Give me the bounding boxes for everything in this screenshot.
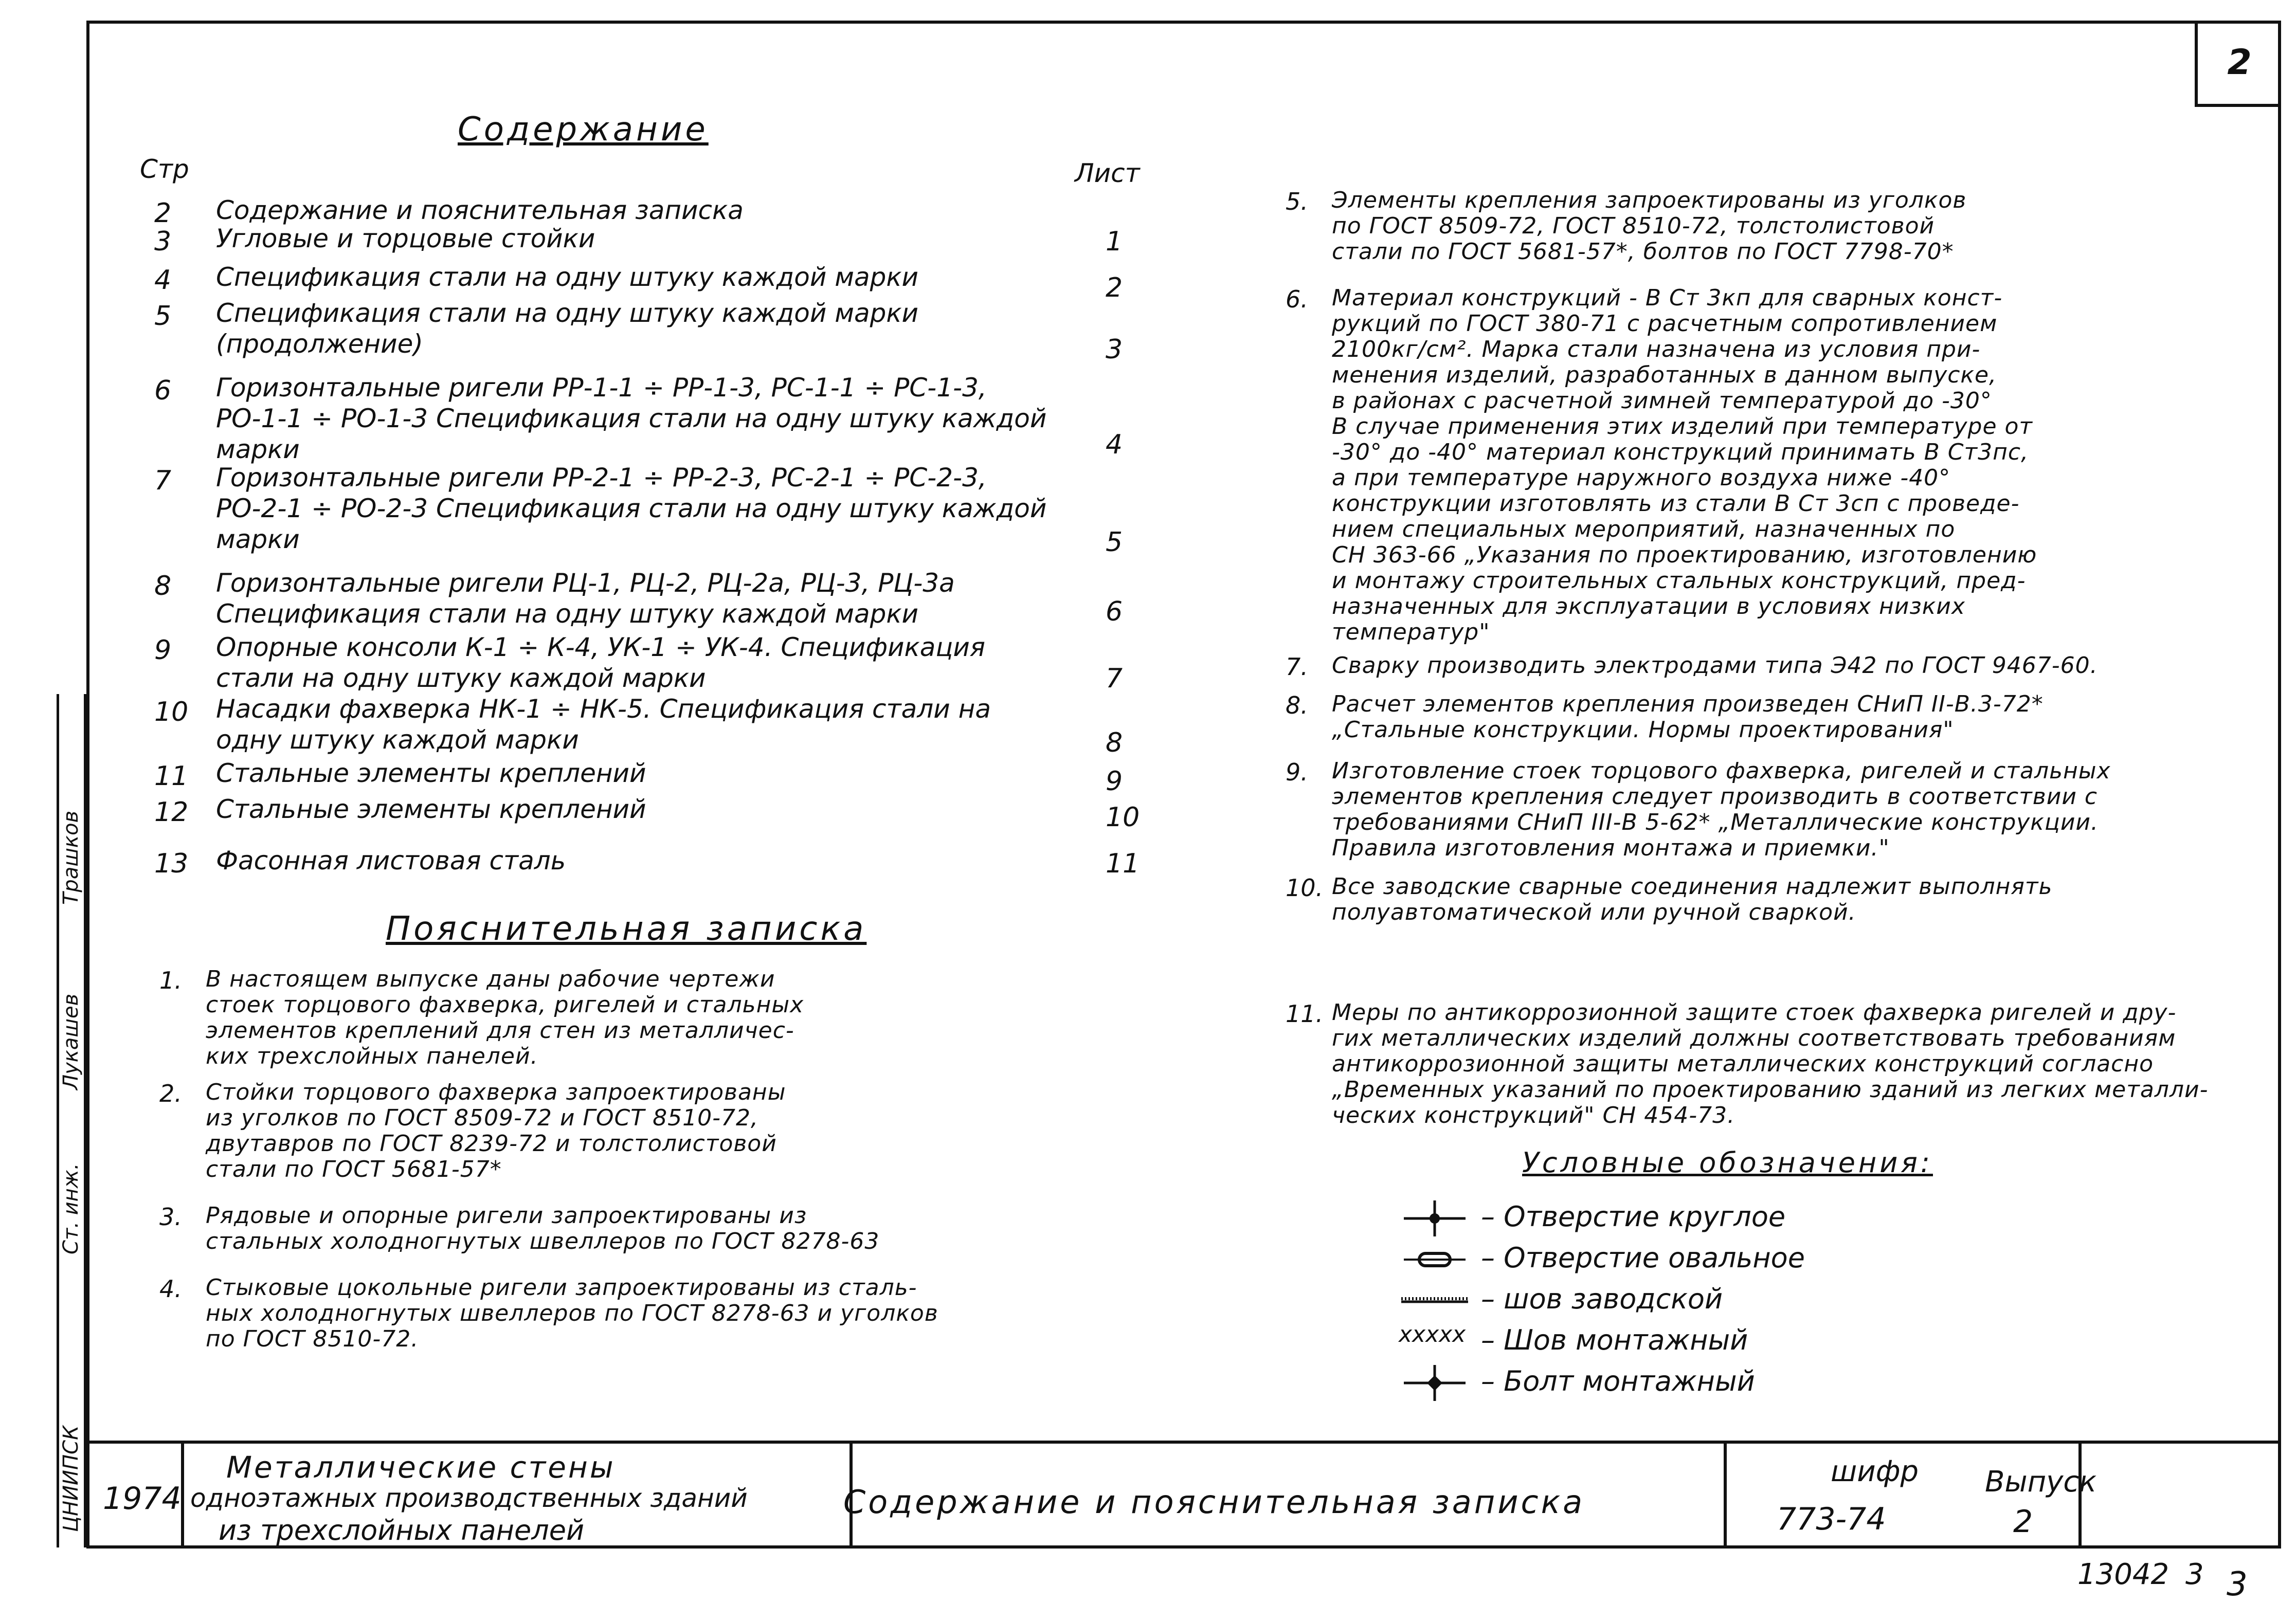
tb-project-line2: одноэтажных производственных зданий bbox=[190, 1483, 748, 1513]
note-text bbox=[206, 1203, 1131, 1254]
note-line: Меры по антикоррозионной защите стоек фахверка ригелей и дру- bbox=[1332, 999, 2177, 1026]
side-text-4: Трашков bbox=[59, 810, 83, 905]
note-line: двутавров по ГОСТ 8239-72 и толстолистовой bbox=[206, 1131, 777, 1157]
toc-sheet-number: 5 bbox=[1106, 527, 1123, 558]
toc-item-text: Угловые и торцовые стойки bbox=[216, 224, 595, 253]
note-text bbox=[1332, 653, 2288, 679]
toc-item-text: Стальные элементы креплений bbox=[216, 758, 646, 788]
toc-page-number: 3 bbox=[154, 226, 172, 257]
note-number: 6. bbox=[1286, 285, 1308, 313]
note-line: Стыковые цокольные ригели запроектированы из сталь- bbox=[206, 1274, 917, 1301]
toc-page-number: 11 bbox=[154, 761, 189, 792]
note-line: полуавтоматической или ручной сваркой. bbox=[1332, 899, 1856, 925]
note-line: стоек торцового фахверка, ригелей и стальных bbox=[206, 992, 804, 1018]
tb-project-line1: Металлические стены bbox=[226, 1450, 616, 1485]
note-line: стали по ГОСТ 5681-57*, болтов по ГОСТ 7798-70* bbox=[1332, 239, 1954, 265]
toc-page-number: 13 bbox=[154, 848, 189, 879]
note-line: по ГОСТ 8510-72. bbox=[206, 1326, 419, 1352]
note-line: по ГОСТ 8509-72, ГОСТ 8510-72, толстолистовой bbox=[1332, 213, 1935, 239]
note-text bbox=[1332, 188, 2288, 265]
note-number: 8. bbox=[1286, 691, 1308, 719]
tb-issue-label: Выпуск bbox=[1985, 1465, 2096, 1499]
toc-sheet-number: 8 bbox=[1106, 727, 1123, 758]
note-line: Элементы крепления запроектированы из уголков bbox=[1332, 187, 1967, 213]
note-number: 2. bbox=[159, 1080, 182, 1107]
note-line: температур" bbox=[1332, 619, 1490, 645]
note-number: 3. bbox=[159, 1203, 182, 1231]
tb-sheet-title: Содержание и пояснительная записка bbox=[843, 1483, 1585, 1521]
toc-item-text: Спецификация стали на одну штуку каждой марки bbox=[216, 262, 919, 292]
legend-icons bbox=[1383, 1193, 1496, 1409]
note-line: ных холодногнутых швеллеров по ГОСТ 8278-63 и уголков bbox=[206, 1300, 938, 1326]
note-line: Расчет элементов крепления произведен СНиП II-В.3-72* bbox=[1332, 691, 2044, 717]
toc-page-number: 9 bbox=[154, 635, 172, 666]
tb-code-label: шифр bbox=[1831, 1455, 1919, 1488]
toc-item-text: Горизонтальные ригели РЦ-1, РЦ-2, РЦ-2а, РЦ-3, РЦ-3а Спецификация стали на одну штуку каждой марки bbox=[216, 568, 955, 629]
note-line: рукций по ГОСТ 380-71 с расчетным сопротивлением bbox=[1332, 311, 1998, 337]
toc-sheet-number: 4 bbox=[1106, 429, 1123, 460]
svg-text:xxxxx: xxxxx bbox=[1399, 1321, 1466, 1347]
note-line: СН 363-66 „Указания по проектированию, изготовлению bbox=[1332, 542, 2037, 568]
footer-page: 3 bbox=[2227, 1565, 2248, 1604]
legend-round-hole: – Отверстие круглое bbox=[1481, 1200, 1786, 1233]
sheet-number-box bbox=[2195, 21, 2281, 107]
note-line: нием специальных мероприятий, назначенных по bbox=[1332, 516, 1956, 542]
toc-page-number: 7 bbox=[154, 465, 172, 496]
footer-copy: 3 bbox=[2185, 1558, 2204, 1591]
toc-item-text: Содержание и пояснительная записка bbox=[216, 195, 744, 225]
note-line: „Временных указаний по проектированию зданий из легких металли- bbox=[1332, 1077, 2209, 1103]
note-text bbox=[206, 967, 1131, 1069]
note-text bbox=[1332, 285, 2288, 645]
toc-sheet-number: 10 bbox=[1106, 802, 1140, 833]
toc-page-number: 6 bbox=[154, 375, 172, 406]
note-number: 11. bbox=[1286, 1000, 1324, 1028]
toc-sheet-number: 3 bbox=[1106, 334, 1123, 365]
toc-page-number: 10 bbox=[154, 697, 189, 727]
toc-item-text: Фасонная листовая сталь bbox=[216, 846, 566, 876]
toc-page-number: 4 bbox=[154, 265, 172, 296]
legend-site-weld: – Шов монтажный bbox=[1481, 1324, 1748, 1356]
erection-bolt-icon bbox=[1404, 1365, 1466, 1401]
note-line: -30° до -40° материал конструкций принимать В Ст3пс, bbox=[1332, 439, 2029, 465]
tb-issue-value: 2 bbox=[2013, 1504, 2033, 1540]
notes-title: Пояснительная записка bbox=[386, 910, 867, 948]
note-line: Стойки торцового фахверка запроектированы bbox=[206, 1079, 786, 1105]
tb-code-value: 773-74 bbox=[1777, 1501, 1886, 1537]
toc-page-number: 5 bbox=[154, 301, 172, 332]
note-line: назначенных для эксплуатации в условиях низких bbox=[1332, 593, 1965, 620]
note-line: гих металлических изделий должны соответствовать требованиям bbox=[1332, 1025, 2176, 1051]
note-line: В настоящем выпуске даны рабочие чертежи bbox=[206, 966, 775, 992]
note-line: стальных холодногнутых швеллеров по ГОСТ 8278-63 bbox=[206, 1228, 880, 1254]
note-text bbox=[1332, 691, 2288, 743]
note-line: ких трехслойных панелей. bbox=[206, 1043, 538, 1069]
toc-sheet-number: 9 bbox=[1106, 766, 1123, 797]
legend-erection-bolt: – Болт монтажный bbox=[1481, 1365, 1755, 1397]
legend-factory-weld: – шов заводской bbox=[1481, 1283, 1723, 1315]
toc-item-text: Горизонтальные ригели РР-1-1 ÷ РР-1-3, РС-1-1 ÷ РС-1-3, РО-1-1 ÷ РО-1-3 Спецификация стали на одну штуку каждой марки bbox=[216, 373, 1047, 464]
toc-page-number: 12 bbox=[154, 797, 189, 828]
note-line: Правила изготовления монтажа и приемки." bbox=[1332, 835, 1890, 861]
note-text bbox=[1332, 758, 2288, 861]
note-line: и монтажу строительных стальных конструкций, пред- bbox=[1332, 568, 2026, 594]
sheet-number: 2 bbox=[2227, 42, 2252, 83]
note-number: 4. bbox=[159, 1275, 182, 1303]
toc-sheet-number: 2 bbox=[1106, 272, 1123, 303]
note-line: „Стальные конструкции. Нормы проектирования" bbox=[1332, 717, 1954, 743]
round-hole-icon bbox=[1404, 1200, 1466, 1236]
note-number: 10. bbox=[1286, 874, 1324, 902]
toc-col-sheet: Лист bbox=[1075, 158, 1140, 188]
note-line: стали по ГОСТ 5681-57* bbox=[206, 1156, 502, 1182]
note-line: Изготовление стоек торцового фахверка, ригелей и стальных bbox=[1332, 758, 2111, 784]
note-line: из уголков по ГОСТ 8509-72 и ГОСТ 8510-72, bbox=[206, 1105, 758, 1131]
toc-item-text: Стальные элементы креплений bbox=[216, 794, 646, 824]
toc-sheet-number: 11 bbox=[1106, 848, 1140, 879]
note-line: Сварку производить электродами типа Э42 по ГОСТ 9467-60. bbox=[1332, 652, 2098, 679]
note-line: Рядовые и опорные ригели запроектированы из bbox=[206, 1203, 807, 1229]
side-text-1: ЦНИИПСК bbox=[59, 1425, 83, 1532]
note-line: антикоррозионной защиты металлических конструкций согласно bbox=[1332, 1051, 2154, 1077]
note-line: конструкции изготовлять из стали В Ст 3сп с проведе- bbox=[1332, 490, 2020, 517]
note-line: Материал конструкций - В Ст 3кп для сварных конст- bbox=[1332, 285, 2003, 311]
footer-inventory: 13042 bbox=[2077, 1558, 2170, 1591]
oval-hole-icon bbox=[1404, 1253, 1466, 1266]
toc-sheet-number: 1 bbox=[1106, 226, 1123, 257]
note-text bbox=[1332, 1000, 2288, 1128]
legend-oval-hole: – Отверстие овальное bbox=[1481, 1242, 1805, 1274]
side-text-2: Ст. инж. bbox=[59, 1163, 83, 1254]
note-line: элементов креплений для стен из металличес- bbox=[206, 1017, 794, 1044]
tb-year: 1974 bbox=[103, 1481, 182, 1517]
site-weld-icon bbox=[1398, 1321, 1466, 1347]
note-line: требованиями СНиП III-В 5-62* „Металлические конструкции. bbox=[1332, 809, 2099, 835]
note-line: В случае применения этих изделий при температуре от bbox=[1332, 413, 2033, 440]
note-text bbox=[1332, 874, 2288, 925]
toc-item-text: Насадки фахверка НК-1 ÷ НК-5. Спецификация стали на одну штуку каждой марки bbox=[216, 694, 991, 755]
toc-col-page: Стр bbox=[140, 154, 189, 184]
toc-page-number: 8 bbox=[154, 571, 172, 602]
note-number: 5. bbox=[1286, 188, 1308, 215]
note-line: в районах с расчетной зимней температурой до -30° bbox=[1332, 388, 1992, 414]
toc-sheet-number: 6 bbox=[1106, 596, 1123, 627]
toc-title: Содержание bbox=[458, 111, 709, 149]
note-line: менения изделий, разработанных в данном выпуске, bbox=[1332, 362, 1997, 388]
note-line: 2100кг/см². Марка стали назначена из условия при- bbox=[1332, 336, 1981, 362]
toc-item-text: Опорные консоли К-1 ÷ К-4, УК-1 ÷ УК-4. Спецификация стали на одну штуку каждой марки bbox=[216, 632, 985, 693]
note-line: элементов крепления следует производить в соответствии с bbox=[1332, 784, 2098, 810]
toc-item-text: Горизонтальные ригели РР-2-1 ÷ РР-2-3, РС-2-1 ÷ РС-2-3, РО-2-1 ÷ РО-2-3 Спецификация стали на одну штуку каждой марки bbox=[216, 463, 1047, 554]
note-text bbox=[206, 1275, 1131, 1352]
toc-page-number: 2 bbox=[154, 198, 172, 229]
note-number: 1. bbox=[159, 967, 182, 994]
legend-title: Условные обозначения: bbox=[1522, 1146, 1933, 1179]
toc-item-text: Спецификация стали на одну штуку каждой марки (продолжение) bbox=[216, 298, 919, 359]
note-line: а при температуре наружного воздуха ниже -40° bbox=[1332, 465, 1951, 491]
toc-sheet-number: 7 bbox=[1106, 663, 1123, 694]
tb-project-line3: из трехслойных панелей bbox=[219, 1514, 585, 1546]
note-line: Все заводские сварные соединения надлежит выполнять bbox=[1332, 873, 2053, 900]
note-number: 9. bbox=[1286, 758, 1308, 786]
note-line: ческих конструкций" СН 454-73. bbox=[1332, 1102, 1735, 1128]
factory-weld-icon bbox=[1401, 1299, 1468, 1302]
note-text bbox=[206, 1080, 1131, 1182]
side-text-3: Лукашев bbox=[59, 993, 83, 1090]
note-number: 7. bbox=[1286, 653, 1308, 681]
